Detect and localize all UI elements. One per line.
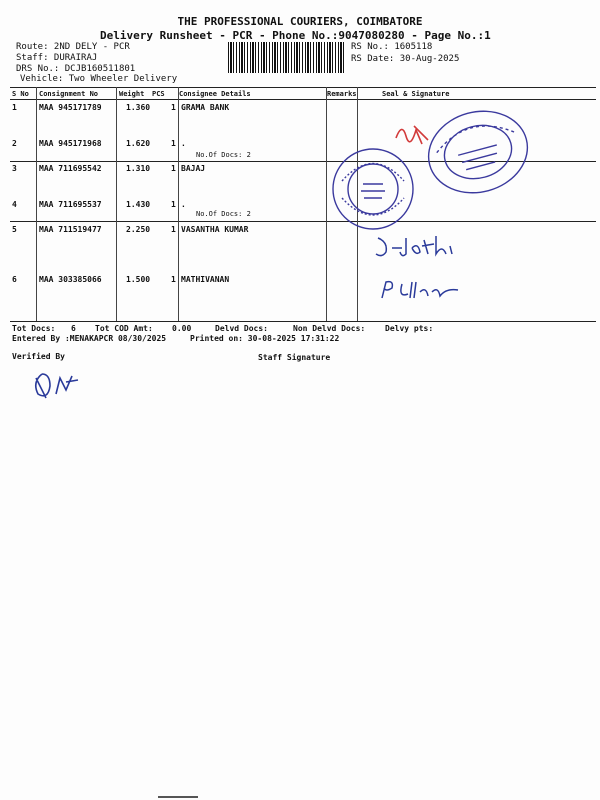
row-1-pcs: 1	[171, 103, 176, 112]
verified-by-signature	[28, 364, 88, 404]
col-sep-4	[326, 87, 327, 321]
row-5-pcs: 1	[171, 225, 176, 234]
col-sep-1	[36, 87, 37, 321]
row-1-consignment: MAA 945171789	[39, 103, 102, 112]
delvd-docs-label: Delvd Docs:	[215, 324, 268, 333]
row-2-weight: 1.620	[126, 139, 151, 148]
table-header-border	[10, 99, 596, 100]
row-3-consignment: MAA 711695542	[39, 164, 102, 173]
col-sep-3	[178, 87, 179, 321]
staff-label: Staff: DURAIRAJ	[16, 53, 98, 63]
row-4-pcs: 1	[171, 200, 176, 209]
table-bottom-border	[10, 321, 596, 322]
row-4-consignment: MAA 711695537	[39, 200, 102, 209]
row-2-consignee: .	[181, 139, 186, 148]
header-consignee: Consignee Details	[179, 90, 251, 98]
company-title: THE PROFESSIONAL COURIERS, COIMBATORE	[177, 15, 423, 28]
scan-mark	[158, 796, 198, 798]
row-5-weight: 2.250	[126, 225, 151, 234]
row-1-consignee: GRAMA BANK	[181, 103, 230, 112]
row-2-consignment: MAA 945171968	[39, 139, 102, 148]
col-sep-2	[116, 87, 117, 321]
header-remarks: Remarks	[327, 90, 357, 98]
row-4-consignee: .	[181, 200, 186, 209]
entered-by: Entered By :MENAKAPCR 08/30/2025	[12, 334, 167, 343]
row-5-consignment: MAA 711519477	[39, 225, 102, 234]
row-6-pcs: 1	[171, 275, 176, 284]
row-divider-4-5	[10, 221, 596, 222]
route-label: Route: 2ND DELY - PCR	[16, 42, 130, 52]
header-consignment: Consignment No	[39, 90, 99, 98]
runsheet-subtitle: Delivery Runsheet - PCR - Phone No.:9047080280 - Page No.:1	[100, 29, 491, 42]
delvy-pts-label: Delvy pts:	[385, 324, 434, 333]
row-3-consignee: BAJAJ	[181, 164, 206, 173]
signature-row-6	[378, 276, 468, 304]
header-weight: Weight	[119, 90, 145, 98]
bank-stamp-seal	[418, 102, 538, 202]
barcode	[228, 42, 346, 73]
table-top-border	[10, 87, 596, 88]
row-5-sno: 5	[12, 225, 17, 234]
row-4-sno: 4	[12, 200, 17, 209]
staff-signature-label: Staff Signature	[258, 353, 331, 362]
header-sno: S No	[12, 90, 29, 98]
vehicle-label: Vehicle: Two Wheeler Delivery	[20, 74, 178, 84]
row-6-consignment: MAA 303385066	[39, 275, 102, 284]
tot-docs-value: 6	[71, 324, 76, 333]
signature-row-5	[372, 232, 462, 262]
row-2-sno: 2	[12, 139, 17, 148]
row-4-note: No.Of Docs: 2	[196, 210, 251, 218]
row-6-sno: 6	[12, 275, 17, 284]
drs-number: DRS No.: DCJB160511801	[16, 64, 136, 74]
row-6-consignee: MATHIVANAN	[181, 275, 230, 284]
tot-cod-value: 0.00	[172, 324, 192, 333]
rs-number: RS No.: 1605118	[351, 42, 433, 52]
header-pcs: PCS	[152, 90, 165, 98]
row-2-note: No.Of Docs: 2	[196, 151, 251, 159]
row-3-pcs: 1	[171, 164, 176, 173]
red-initials-signature	[392, 120, 432, 150]
row-5-consignee: VASANTHA KUMAR	[181, 225, 249, 234]
header-seal: Seal & Signature	[382, 90, 450, 98]
row-4-weight: 1.430	[126, 200, 151, 209]
non-delvd-docs-label: Non Delvd Docs:	[293, 324, 366, 333]
row-1-weight: 1.360	[126, 103, 151, 112]
row-3-weight: 1.310	[126, 164, 151, 173]
insurance-stamp-seal	[330, 146, 416, 232]
printed-on: Printed on: 30-08-2025 17:31:22	[190, 334, 340, 343]
row-2-pcs: 1	[171, 139, 176, 148]
tot-docs-label: Tot Docs:	[12, 324, 56, 333]
rs-date: RS Date: 30-Aug-2025	[351, 54, 460, 64]
row-1-sno: 1	[12, 103, 17, 112]
row-3-sno: 3	[12, 164, 17, 173]
row-6-weight: 1.500	[126, 275, 151, 284]
verified-by-label: Verified By	[12, 352, 65, 361]
tot-cod-label: Tot COD Amt:	[95, 324, 153, 333]
